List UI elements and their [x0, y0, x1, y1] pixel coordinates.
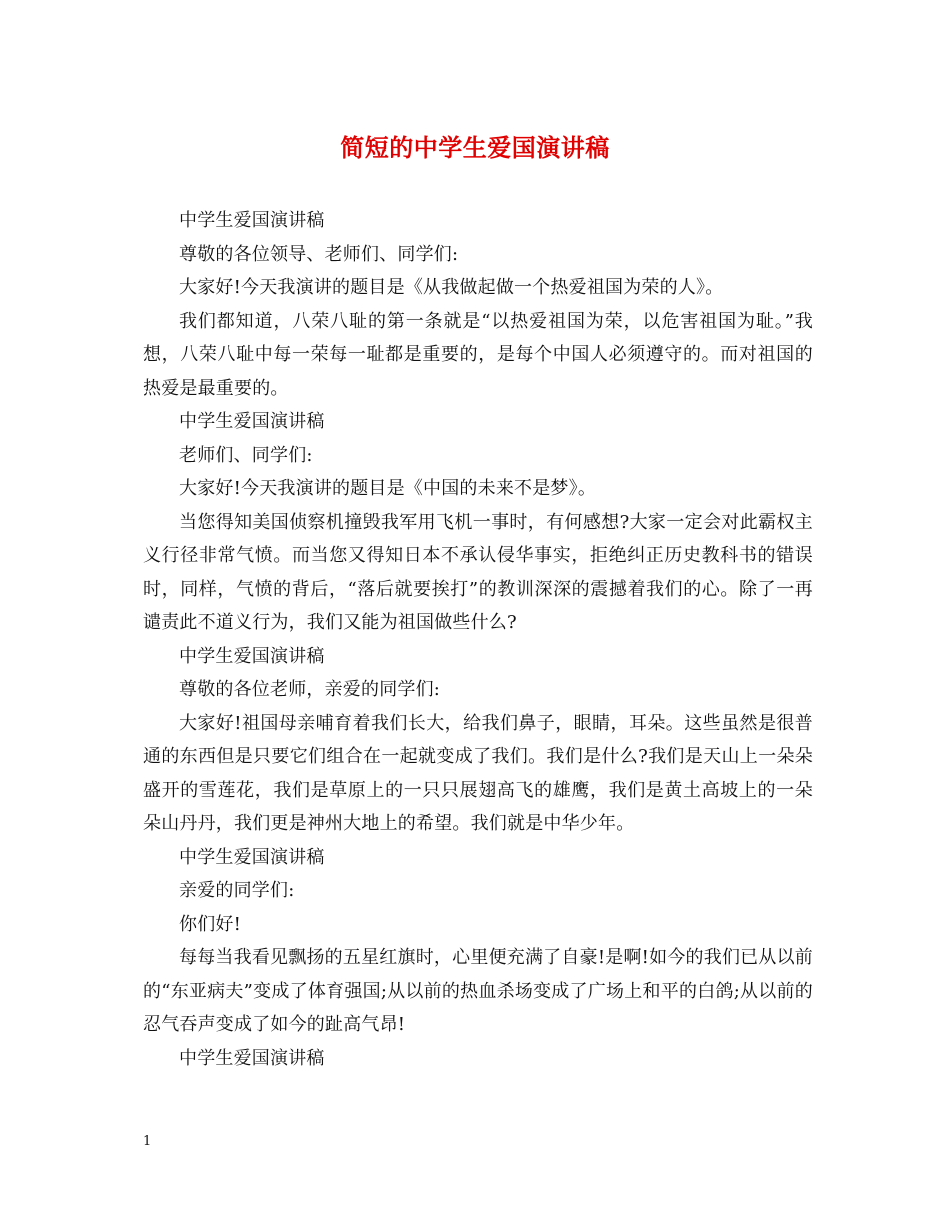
greeting-paragraph: 你们好!: [179, 913, 242, 935]
section-heading: 中学生爱国演讲稿: [179, 645, 325, 667]
greeting-paragraph: 大家好!今天我演讲的题目是《从我做起做一个热爱祖国为荣的人》。: [179, 277, 724, 298]
salutation: 亲爱的同学们:: [179, 880, 295, 901]
section-heading: 中学生爱国演讲稿: [179, 411, 325, 432]
body-paragraph: 我们都知道，八荣八耻的第一条就是“以热爱祖国为荣，以危害祖国为耻。”我想，八荣八耻中每一荣每一耻都是重要的，是每个中国人必须遵守的。而对祖国的热爱是最重要的。: [143, 310, 813, 399]
salutation: 尊敬的各位老师，亲爱的同学们:: [179, 679, 441, 700]
document-body: [143, 204, 813, 1075]
section-heading: 中学生爱国演讲稿: [179, 1047, 325, 1069]
salutation: 老师们、同学们:: [179, 444, 313, 466]
body-paragraph: 每每当我看见飘扬的五星红旗时，心里便充满了自豪!是啊!如今的我们已从以前的“东亚病夫”变成了体育强国;从以前的热血杀场变成了广场上和平的白鸽;从以前的忍气吞声变成了如今的趾高气昂!: [143, 947, 813, 1035]
section-heading: 中学生爱国演讲稿: [179, 846, 325, 868]
page-number: 1: [143, 1134, 152, 1149]
section-heading: 中学生爱国演讲稿: [179, 210, 325, 231]
body-paragraph: 大家好!祖国母亲哺育着我们长大，给我们鼻子，眼睛，耳朵。这些虽然是很普通的东西但是只要它们组合在一起就变成了我们。我们是什么?我们是天山上一朵朵盛开的雪莲花，我们是草原上的一只只展翅高飞的雄鹰，我们是黄土高坡上的一朵朵山丹丹，我们更是神州大地上的希望。我们就是中华少年。: [143, 712, 813, 834]
greeting-paragraph: 大家好!今天我演讲的题目是《中国的未来不是梦》。: [179, 478, 597, 499]
salutation: 尊敬的各位领导、老师们、同学们:: [179, 243, 459, 265]
body-paragraph: 当您得知美国侦察机撞毁我军用飞机一事时，有何感想?大家一定会对此霸权主义行径非常气愤。而当您又得知日本不承认侵华事实，拒绝纠正历史教科书的错误时，同样，气愤的背后，“落后就要挨打”的教训深深的震撼着我们的心。除了一再谴责此不道义行为，我们又能为祖国做些什么?: [143, 511, 813, 633]
document-title: 简短的中学生爱国演讲稿: [340, 133, 610, 162]
